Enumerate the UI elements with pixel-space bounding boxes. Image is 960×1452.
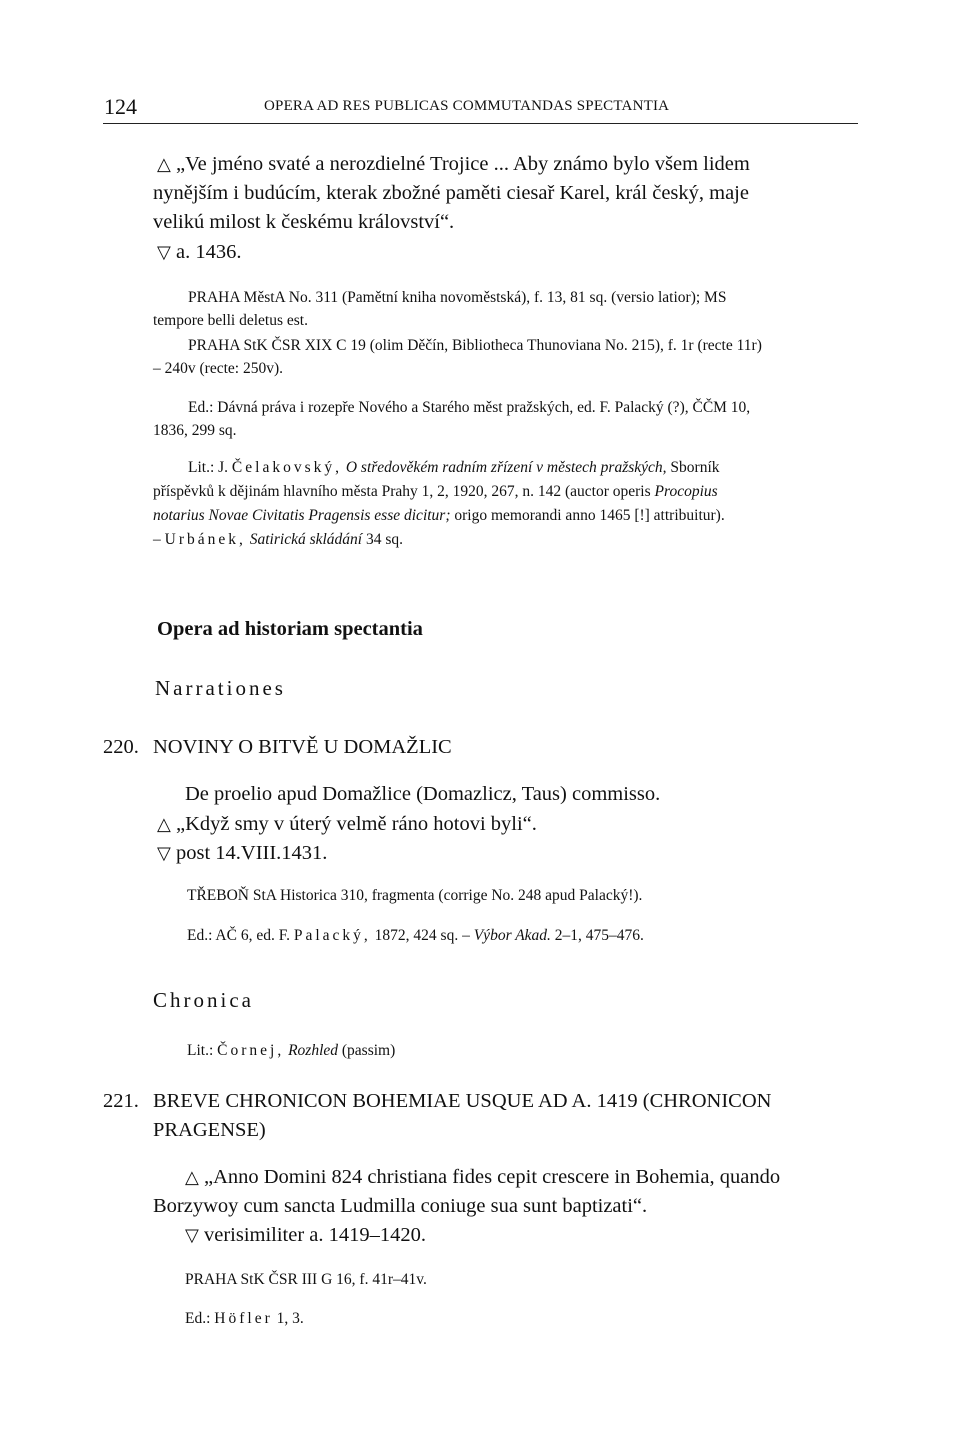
literature-italic: Procopius	[654, 483, 718, 500]
literature-line	[188, 456, 720, 480]
manuscript-line: tempore belli deletus est.	[153, 312, 308, 329]
date-text: a. 1436.	[175, 241, 242, 263]
entry-title: PRAGENSE)	[153, 1119, 266, 1141]
date-triangle-icon: ▽	[185, 1225, 199, 1245]
entry-description: De proelio apud Domažlice (Domazlicz, Taus) commisso.	[185, 783, 661, 805]
incipit-triangle-icon: △	[157, 814, 171, 834]
literature-author: Čornej,	[217, 1042, 285, 1059]
date-line	[157, 238, 241, 267]
literature-prefix: Lit.: J.	[188, 459, 229, 476]
literature-text: Sborník	[670, 459, 720, 476]
entry-title: BREVE CHRONICON BOHEMIAE USQUE AD A. 1419 (CHRONICON	[153, 1090, 772, 1112]
edition-author: Palacký,	[293, 927, 371, 944]
literature-text: 34 sq.	[366, 531, 404, 548]
incipit-line	[185, 1163, 780, 1192]
literature-line	[153, 504, 725, 528]
date-triangle-icon: ▽	[157, 242, 171, 262]
edition-line: 1836, 299 sq.	[153, 422, 237, 439]
literature-title: Rozhled	[288, 1042, 339, 1059]
manuscript-line: TŘEBOŇ StA Historica 310, fragmenta (corrige No. 248 apud Palacký!).	[187, 887, 643, 904]
edition-prefix: Ed.:	[185, 1310, 211, 1327]
header-rule	[103, 123, 858, 124]
literature-text: příspěvků k dějinám hlavního města Prahy 1, 2, 1920, 267, n. 142 (auctor operis	[153, 483, 651, 500]
incipit-line	[157, 810, 537, 839]
incipit-line: nynějším i budúcím, kterak zbožné paměti ciesař Karel, král český, maje	[153, 182, 749, 204]
edition-line	[185, 1307, 304, 1331]
literature-line	[187, 1039, 395, 1063]
literature-dash: –	[153, 531, 161, 548]
date-triangle-icon: ▽	[157, 843, 171, 863]
incipit-triangle-icon: △	[185, 1167, 199, 1187]
literature-text: origo memorandi anno 1465 [!] attribuitur).	[454, 507, 725, 524]
incipit-line: Borzywoy cum sancta Ludmilla coniuge sua sunt baptizati“.	[153, 1195, 648, 1217]
incipit-triangle-icon: △	[157, 154, 171, 174]
date-line	[185, 1221, 426, 1250]
edition-text: 1, 3.	[276, 1310, 304, 1327]
literature-title: O středověkém radním zřízení v městech pražských,	[345, 459, 667, 476]
incipit-text: „Ve jméno svaté a nerozdielné Trojice ... Aby známo bylo všem lidem	[175, 153, 750, 175]
entry-number: 220.	[103, 736, 139, 758]
edition-author: Höfler	[214, 1310, 273, 1327]
edition-line: Ed.: Dávná práva i rozepře Nového a Starého měst pražských, ed. F. Palacký (?), ČČM 10,	[188, 399, 751, 416]
incipit-line	[157, 150, 750, 179]
edition-title: Výbor Akad.	[473, 927, 551, 944]
incipit-text: „Anno Domini 824 christiana fides cepit crescere in Bohemia, quando	[203, 1166, 781, 1188]
edition-text: 2–1, 475–476.	[554, 927, 644, 944]
literature-line	[153, 528, 403, 552]
edition-text: 1872, 424 sq. –	[374, 927, 470, 944]
literature-line	[153, 480, 718, 504]
subsection-title: Narrationes	[155, 676, 286, 700]
entry-number: 221.	[103, 1090, 139, 1112]
date-text: verisimiliter a. 1419–1420.	[203, 1224, 427, 1246]
date-line	[157, 839, 327, 868]
manuscript-line: PRAHA MěstA No. 311 (Pamětní kniha novoměstská), f. 13, 81 sq. (versio latior); MS	[188, 289, 727, 306]
edition-line	[187, 924, 644, 948]
manuscript-line: PRAHA StK ČSR III G 16, f. 41r–41v.	[185, 1271, 427, 1288]
running-title: OPERA AD RES PUBLICAS COMMUTANDAS SPECTANTIA	[264, 98, 670, 114]
entry-title: NOVINY O BITVĚ U DOMAŽLIC	[153, 736, 452, 758]
manuscript-line: – 240v (recte: 250v).	[153, 360, 283, 377]
literature-author: Urbánek,	[164, 531, 246, 548]
section-title: Opera ad historiam spectantia	[157, 618, 423, 640]
edition-prefix: Ed.: AČ 6, ed. F.	[187, 927, 290, 944]
subsection-title: Chronica	[153, 988, 254, 1012]
incipit-text: „Když smy v úterý velmě ráno hotovi byli“.	[175, 813, 537, 835]
incipit-line: velikú milost k českému království“.	[153, 211, 455, 233]
literature-prefix: Lit.:	[187, 1042, 214, 1059]
manuscript-line: PRAHA StK ČSR XIX C 19 (olim Děčín, Bibliotheca Thunoviana No. 215), f. 1r (recte 11r)	[188, 337, 762, 354]
literature-italic: notarius Novae Civitatis Pragensis esse dicitur;	[153, 507, 451, 524]
date-text: post 14.VIII.1431.	[175, 842, 328, 864]
literature-author: Čelakovský,	[231, 459, 342, 476]
literature-title: Satirická skládání	[249, 531, 363, 548]
literature-text: (passim)	[341, 1042, 396, 1059]
page-number: 124	[104, 94, 137, 119]
